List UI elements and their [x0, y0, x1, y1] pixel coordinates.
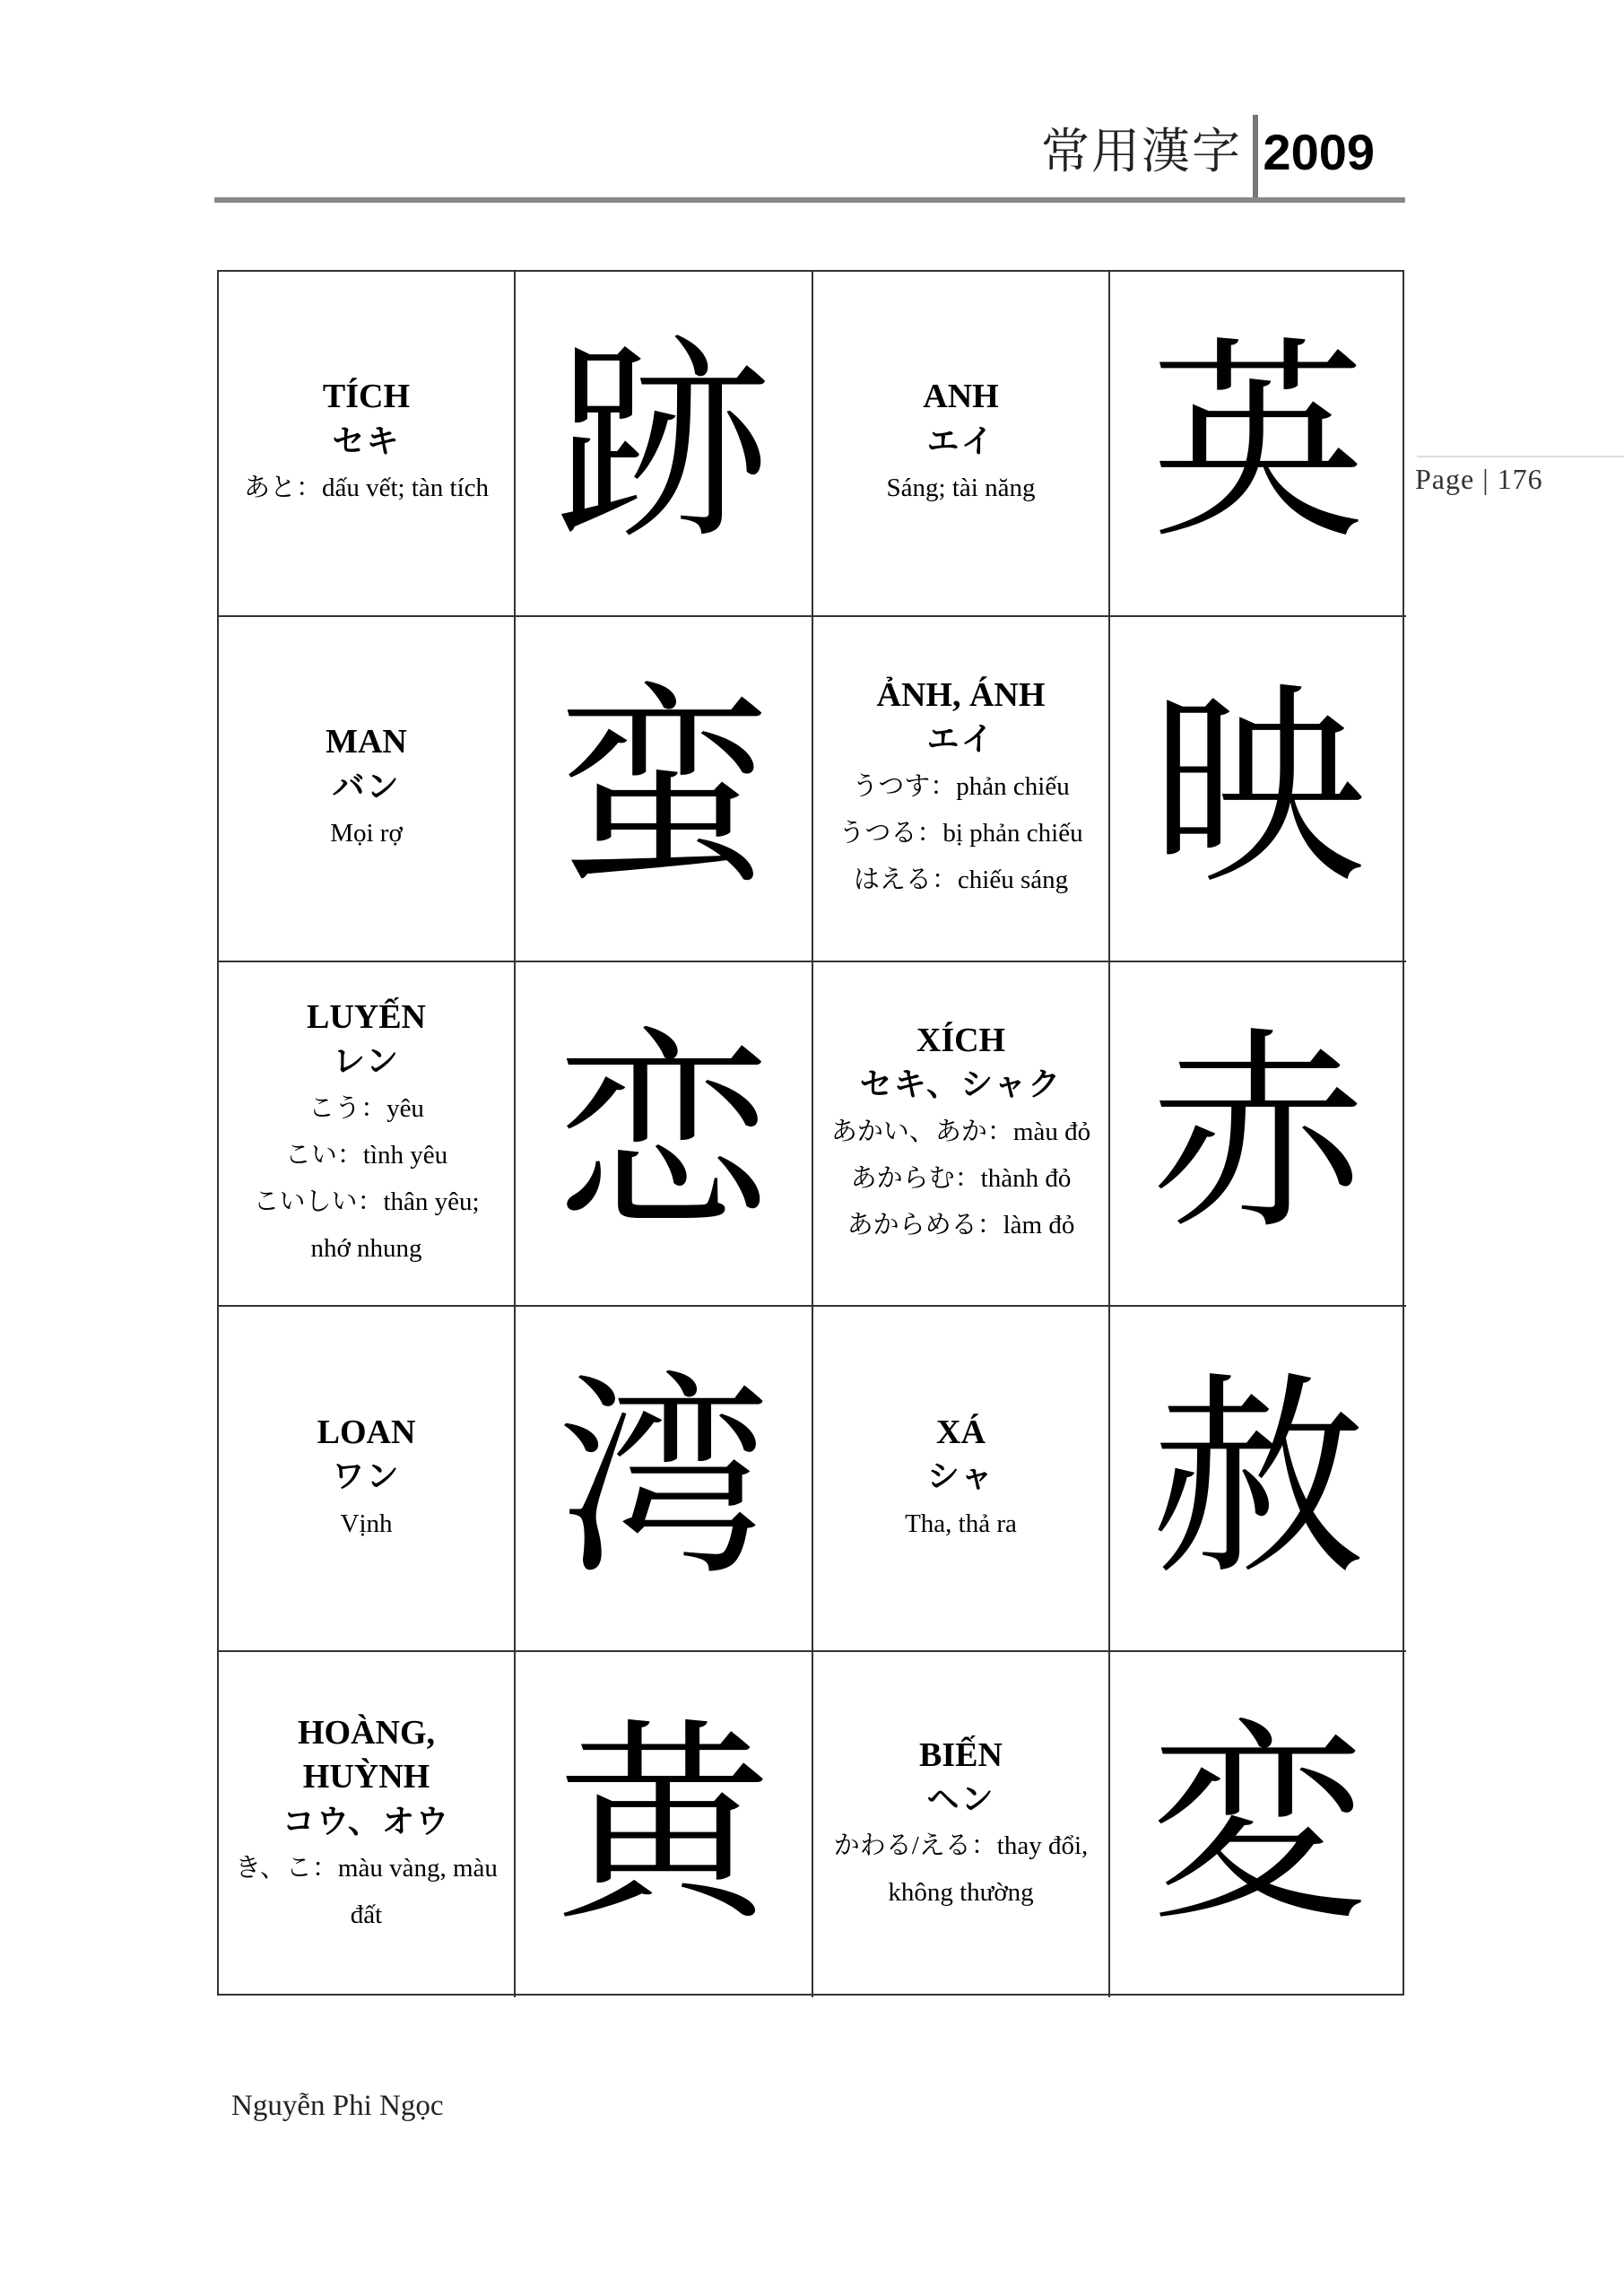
onyomi-reading: バン — [332, 768, 401, 805]
kanji-character: 映 — [1150, 663, 1366, 915]
kanji-glyph-cell — [516, 1307, 813, 1652]
onyomi-reading: ワン — [332, 1458, 401, 1496]
page-header — [214, 115, 1405, 201]
kanji-glyph-cell — [516, 962, 813, 1308]
header-divider — [1253, 115, 1258, 201]
kanji-info-cell — [219, 1307, 516, 1652]
onyomi-reading: レン — [332, 1043, 401, 1081]
kanji-character: 赦 — [1150, 1352, 1366, 1605]
kanji-glyph-cell — [1110, 272, 1406, 617]
kanji-glyph-cell — [1110, 617, 1406, 962]
header-title: 常用漢字 — [1041, 123, 1242, 179]
kanji-character: 英 — [1150, 317, 1366, 570]
kanji-glyph-cell — [516, 272, 813, 617]
hanviet-reading: LUYẾN — [306, 997, 427, 1036]
kanji-info-cell — [219, 1652, 516, 1997]
meaning-line: Tha, thả ra — [905, 1509, 1017, 1538]
meaning-line: Sáng; tài năng — [886, 474, 1036, 503]
meaning-line: Vịnh — [340, 1509, 393, 1538]
meaning-line: こう：yêu — [308, 1093, 424, 1123]
meaning-line: あと：dấu vết; tàn tích — [243, 474, 490, 503]
hanviet-reading: ẢNH, ÁNH — [876, 676, 1046, 715]
meaning-line: うつる：bị phản chiếu — [838, 818, 1083, 848]
onyomi-reading: エイ — [926, 422, 995, 460]
kanji-glyph-cell — [1110, 1307, 1406, 1652]
header-rule — [214, 197, 1405, 203]
meaning-line: うつす：phản chiếu — [852, 771, 1070, 801]
meaning-line: こい：tình yêu — [284, 1140, 448, 1170]
hanviet-reading: MAN — [326, 723, 407, 761]
kanji-info-cell — [813, 617, 1110, 962]
footer-author: Nguyễn Phi Ngọc — [231, 2090, 444, 2122]
meaning-line: かわる/える：thay đổi, — [833, 1831, 1089, 1861]
hanviet-reading: XÍCH — [916, 1021, 1006, 1059]
hanviet-reading: LOAN — [317, 1413, 416, 1451]
meaning-line: あかい、あか：màu đỏ — [830, 1117, 1091, 1146]
meaning-line: Mọi rợ — [330, 818, 403, 848]
meaning-line: đất — [350, 1900, 383, 1930]
meaning-line: không thường — [888, 1878, 1034, 1908]
onyomi-reading: ヘン — [926, 1780, 995, 1818]
kanji-card-grid — [217, 270, 1404, 1996]
hanviet-reading: HOÀNG, HUỲNH — [297, 1713, 436, 1796]
meaning-line: こいしい：thân yêu; — [253, 1187, 480, 1216]
meaning-line: nhớ nhung — [310, 1234, 422, 1264]
kanji-glyph-cell — [516, 617, 813, 962]
kanji-character: 恋 — [555, 1007, 771, 1259]
kanji-character: 変 — [1150, 1699, 1366, 1951]
meaning-line: あからめる：làm đỏ — [847, 1210, 1075, 1239]
hanviet-reading: TÍCH — [322, 378, 411, 416]
hanviet-reading: ANH — [923, 378, 999, 416]
kanji-character: 湾 — [555, 1352, 771, 1605]
kanji-character: 黄 — [555, 1699, 771, 1951]
kanji-info-cell — [813, 1652, 1110, 1997]
onyomi-reading: セキ — [332, 422, 401, 460]
onyomi-reading: シャ — [926, 1458, 995, 1496]
header-year: 2009 — [1263, 124, 1375, 180]
onyomi-reading: エイ — [926, 721, 995, 759]
page-number: Page | 176 — [1415, 463, 1543, 495]
kanji-character: 跡 — [555, 317, 771, 570]
meaning-line: はえる：chiếu sáng — [853, 865, 1069, 895]
kanji-info-cell — [219, 272, 516, 617]
kanji-character: 赤 — [1150, 1007, 1366, 1259]
onyomi-reading: コウ、オウ — [282, 1803, 451, 1840]
hanviet-reading: XÁ — [936, 1413, 986, 1451]
kanji-info-cell — [219, 617, 516, 962]
kanji-info-cell — [219, 962, 516, 1308]
kanji-glyph-cell — [1110, 962, 1406, 1308]
kanji-info-cell — [813, 962, 1110, 1308]
kanji-info-cell — [813, 272, 1110, 617]
kanji-glyph-cell — [1110, 1652, 1406, 1997]
page-number-rule — [1417, 456, 1624, 457]
meaning-line: き、こ：màu vàng, màu — [235, 1853, 498, 1883]
hanviet-reading: BIẾN — [919, 1735, 1003, 1774]
kanji-glyph-cell — [516, 1652, 813, 1997]
kanji-info-cell — [813, 1307, 1110, 1652]
meaning-line: あからむ：thành đỏ — [850, 1163, 1072, 1193]
onyomi-reading: セキ、シャク — [859, 1066, 1063, 1104]
kanji-character: 蛮 — [555, 663, 771, 915]
